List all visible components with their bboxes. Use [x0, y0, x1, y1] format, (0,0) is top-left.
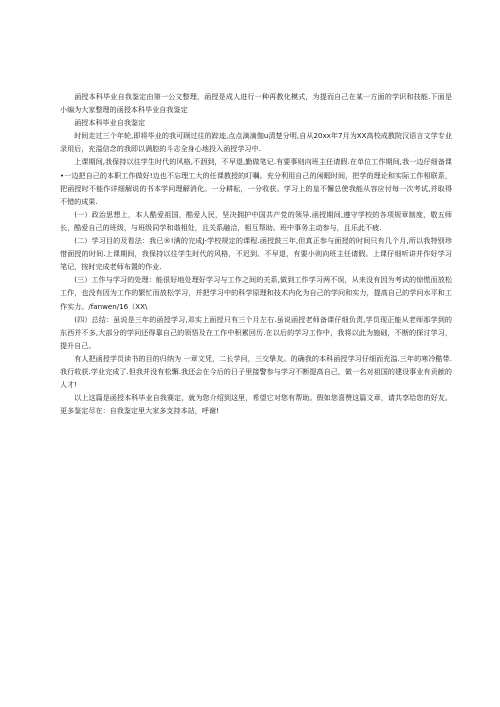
body-paragraph-reflection: 有人把函授学员读书的目的归纳为 一章文凭，二长学问，三交挚友。的确我的本科函授学习仔细而充溢.三年的寒冷酷带.我行收获.学业完成了.但我并没有松懈.我还会在今后的日子里接警参与学习不断提高自己，做一名对祖国的建设事业有贡献的人才! [60, 353, 452, 390]
closing-paragraph: 以上这篇是函授本科毕业自我赛定，就为您介绍到这里，希望它对您有帮助。假如您喜赞这篇文章，请共享给您的好友。更多鉴定尽在：自我鉴定里大家多支持本站，呼谢! [60, 393, 452, 416]
section-political-thought: (一）政治思想上，本人酷爱祖国，酷爱人民，坚决拥护中国共产党的领导.函授期间,遵守学校的各项规章制度，敬五师长，酷爱自己的班级，与班级同学和谐相处，且关系融洽，相互帮助。班中事务主动参与，且乐此不疲. [60, 209, 452, 232]
section-study-attitude: (二）学习目的及看法：我已®!满的完成J-学校规定的课程.函授鼓三年,但真正参与面授的时间只有几个月,所以我特别珍惜面授的时间.上课期间，我保持以往学生时代的风格，不迟到、不早退，有要小则向班主任请假。上课仔细听讲并作好学习笔记，按时完成老师布置的作业. [60, 236, 452, 272]
body-paragraph-class-attendance: 上课期间,我保持以往学生时代的风格,不洇到，不早退,勤做笔记.有要事则向班主任请假.在单位工作期间,我一边仔细备课•一边把自己的本职工作做好!边也不忘理工大的任课教授的叮嘱。充分利用自己的闲暇时间，把学的理论和实际工作相联系，把函授时不能作详细解说的书本学问理解消化。一分耕耘，一分收获。学习上的皇不懈总使我能从容应付每一次考试,并取得不错的成果. [60, 157, 452, 206]
document-title: 函授本科毕业自我鉴定 [74, 118, 146, 128]
body-paragraph-timeline: 时间走过三个年轮,即将毕业的我可顾过往的踪迹,点点滴滴伽u清楚分明,自从20xx年7月为XX高校成教院汉语言文学专业录用后，充溢信念的我即以满腔的斗志全身心地投入函授学习中. [60, 131, 452, 154]
document-body [60, 90, 452, 417]
section-work-study-balance: (三）工作与学习的处理：能很好地处理好学习与工作之间的关系,做到工作学习两不误，从来没有因为考试的惊慌而放松工作，也没有因为工作的繁忙而放松学习，并把学习中的科学原理和技术内化为自己的学问和实力，提高自己的学问水平和工作实力。/fanwen/16（XX\ [60, 275, 452, 311]
intro-paragraph: 函授本科毕业自我鉴定由第一公文整理，函授是成人进行一种再教化模式，为提而自己在某一方面的学识和技能.下面是小编为大家整理的函授本科毕业自我鉴定 [60, 92, 452, 115]
section-summary: (四）总结：虽说是三年的函授学习,邓实上面授只有三个月左右.虽说函授老师备课仔细负责,学员现正能从老师那学到的东西并不多,大部分的学问还得靠自己的领悟及在工作中积累回历.在以后的学习工作中，我将以此为施础，不断的探讨学习，提升自己。 [60, 314, 452, 350]
